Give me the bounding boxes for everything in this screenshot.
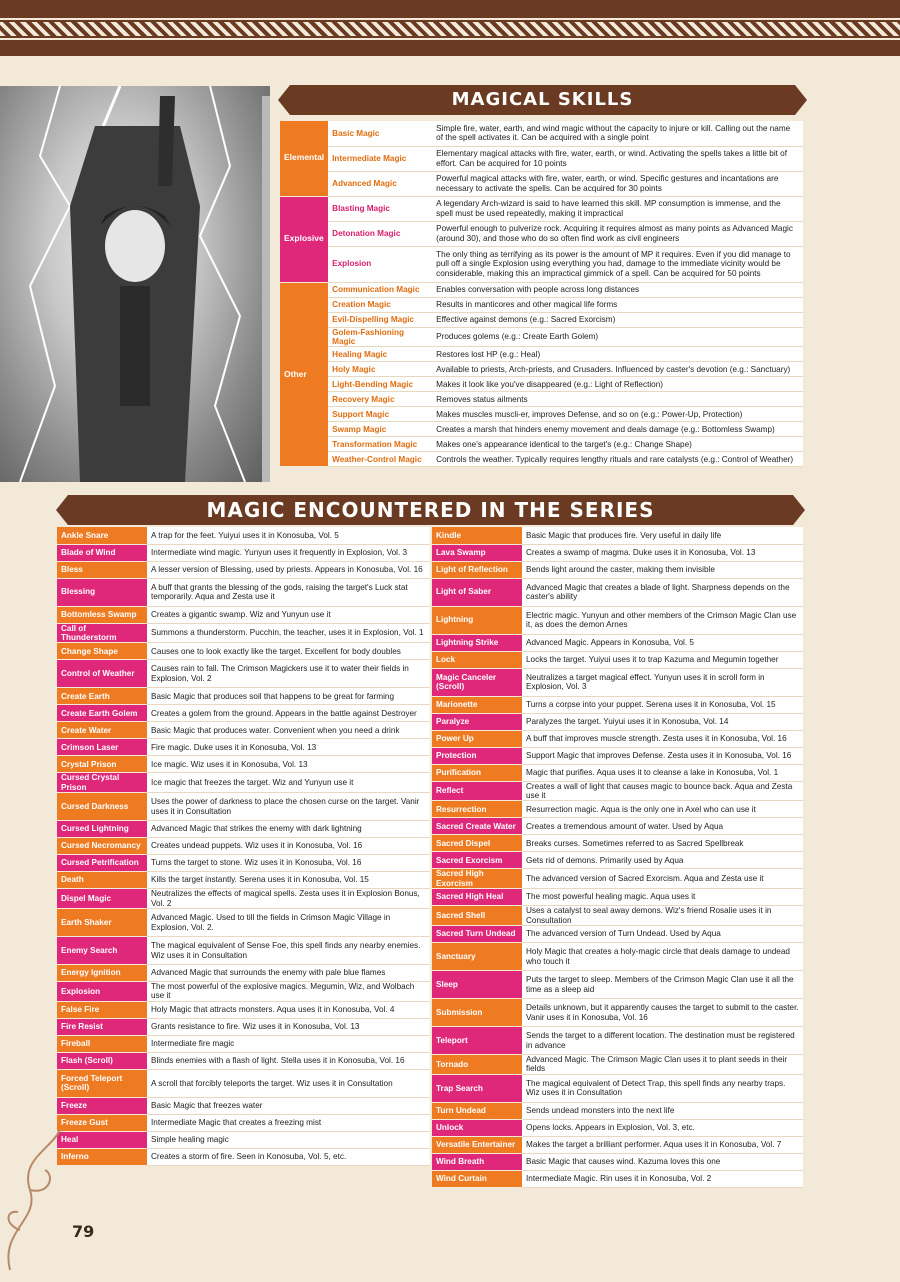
spell-row (57, 578, 430, 606)
spell-name: Cursed Crystal Prison (57, 773, 147, 793)
spell-row (432, 668, 803, 696)
spell-name: Freeze Gust (57, 1114, 147, 1131)
spell-name: Sacred Shell (432, 906, 522, 926)
decorative-swirl (0, 1120, 80, 1282)
spell-name: Forced Teleport (Scroll) (57, 1069, 147, 1097)
spell-description: Creates a tremendous amount of water. Used by Aqua (522, 818, 803, 835)
spell-row (57, 1069, 430, 1097)
skill-name: Detonation Magic (328, 221, 432, 246)
spell-name: Trap Search (432, 1074, 522, 1102)
spell-name: Sacred Dispel (432, 835, 522, 852)
spell-row (432, 527, 803, 544)
spell-name: Bless (57, 561, 147, 578)
spell-description: Advanced Magic. Used to till the fields in Crimson Magic Village in Explosion, Vol. 2. (147, 909, 430, 937)
skill-description: Enables conversation with people across long distances (432, 282, 803, 297)
spell-description: Advanced Magic. The Crimson Magic Clan uses it to plant seeds in their fields (522, 1055, 803, 1075)
spell-list-left (57, 527, 430, 1166)
spell-row (57, 1035, 430, 1052)
spell-row (57, 623, 430, 643)
spell-name: Tornado (432, 1055, 522, 1075)
spell-name: Lock (432, 651, 522, 668)
spell-description: Basic Magic that produces soil that happens to be great for farming (147, 688, 430, 705)
skill-description: Elementary magical attacks with fire, water, earth, or wind. Activating the spells takes a little bit of effort. Can be acquired for 10 points (432, 146, 803, 171)
spell-row (57, 1131, 430, 1148)
spell-description: The magical equivalent of Sense Foe, this spell finds any nearby enemies. Wiz uses it in Consultation (147, 937, 430, 965)
spell-name: Create Water (57, 722, 147, 739)
skill-description: A legendary Arch-wizard is said to have learned this skill. MP consumption is immense, and the spell must be used repeatedly, making it impractical (432, 196, 803, 221)
skill-name: Basic Magic (328, 121, 432, 146)
spell-name: Create Earth Golem (57, 705, 147, 722)
spell-description: Basic Magic that produces water. Convenient when you need a drink (147, 722, 430, 739)
page-number: 79 (72, 1222, 95, 1241)
spell-description: Basic Magic that produces fire. Very useful in daily life (522, 527, 803, 544)
spell-row (57, 793, 430, 821)
spell-description: Creates a wall of light that causes magic to bounce back. Aqua and Zesta use it (522, 781, 803, 801)
skill-row (280, 282, 803, 297)
spell-name: Explosion (57, 982, 147, 1002)
spell-name: Sacred Exorcism (432, 852, 522, 869)
skill-description: The only thing as terrifying as its power is the amount of MP it requires. Even if you did manage to pull off a single Explosion using everything you had, damage to the immediate vicinity would be considerable, making this an impractical gimmick of a spell. Can be acquired for 50 points (432, 246, 803, 282)
spell-description: A scroll that forcibly teleports the target. Wiz uses it in Consultation (147, 1069, 430, 1097)
skill-name: Evil-Dispelling Magic (328, 312, 432, 327)
spell-row (432, 818, 803, 835)
spell-list-right (432, 527, 803, 1188)
spell-name: Cursed Necromancy (57, 838, 147, 855)
spell-name: Lightning (432, 606, 522, 634)
skill-row (280, 171, 803, 196)
spell-description: Advanced Magic that strikes the enemy with dark lightning (147, 821, 430, 838)
skill-row (280, 392, 803, 407)
spell-row (57, 1148, 430, 1165)
spell-name: Purification (432, 764, 522, 781)
spell-name: Light of Reflection (432, 561, 522, 578)
spell-row (57, 606, 430, 623)
skill-row (280, 246, 803, 282)
spell-name: Versatile Entertainer (432, 1136, 522, 1153)
spell-name: Wind Breath (432, 1153, 522, 1170)
spell-name: Kindle (432, 527, 522, 544)
skill-row (280, 437, 803, 452)
spell-row (432, 747, 803, 764)
spell-name: Paralyze (432, 713, 522, 730)
spell-row (57, 688, 430, 705)
spell-row (57, 889, 430, 909)
spell-name: Lightning Strike (432, 634, 522, 651)
skill-description: Results in manticores and other magical life forms (432, 297, 803, 312)
skill-row (280, 146, 803, 171)
spell-name: Freeze (57, 1097, 147, 1114)
spell-row (432, 1153, 803, 1170)
spell-description: Ice magic. Wiz uses it in Konosuba, Vol. 13 (147, 756, 430, 773)
spell-description: Creates a gigantic swamp. Wiz and Yunyun use it (147, 606, 430, 623)
spell-description: Blinds enemies with a flash of light. Stella uses it in Konosuba, Vol. 16 (147, 1052, 430, 1069)
spell-name: Fireball (57, 1035, 147, 1052)
spell-description: Magic that purifies. Aqua uses it to cleanse a lake in Konosuba, Vol. 1 (522, 764, 803, 781)
spell-name: Cursed Lightning (57, 821, 147, 838)
spell-name: Lava Swamp (432, 544, 522, 561)
spell-name: Flash (Scroll) (57, 1052, 147, 1069)
spell-description: Breaks curses. Sometimes referred to as Sacred Spellbreak (522, 835, 803, 852)
spell-name: False Fire (57, 1001, 147, 1018)
skill-row (280, 312, 803, 327)
skill-row (280, 422, 803, 437)
skill-description: Available to priests, Arch-priests, and Crusaders. Influenced by caster's devotion (e.g.: Sanctuary) (432, 362, 803, 377)
spell-name: Light of Saber (432, 578, 522, 606)
skill-name: Transformation Magic (328, 437, 432, 452)
spell-row (432, 634, 803, 651)
spell-row (432, 801, 803, 818)
spell-name: Inferno (57, 1148, 147, 1165)
spell-description: Basic Magic that freezes water (147, 1097, 430, 1114)
spell-row (57, 643, 430, 660)
spell-name: Sanctuary (432, 943, 522, 971)
spell-row (432, 943, 803, 971)
spell-row (432, 1119, 803, 1136)
skill-name: Holy Magic (328, 362, 432, 377)
spell-name: Sacred Create Water (432, 818, 522, 835)
spell-description: Electric magic. Yunyun and other members of the Crimson Magic Clan use it, as does the demon Arnes (522, 606, 803, 634)
spell-description: Advanced Magic. Appears in Konosuba, Vol. 5 (522, 634, 803, 651)
spell-row (432, 1055, 803, 1075)
spell-name: Teleport (432, 1027, 522, 1055)
spell-description: A lesser version of Blessing, used by priests. Appears in Konosuba, Vol. 16 (147, 561, 430, 578)
spell-row (57, 872, 430, 889)
skill-name: Healing Magic (328, 347, 432, 362)
decorative-top-border (0, 0, 900, 56)
spell-description: The magical equivalent of Detect Trap, this spell finds any nearby traps. Wiz uses it in Consultation (522, 1074, 803, 1102)
spell-description: Intermediate fire magic (147, 1035, 430, 1052)
spell-name: Crystal Prison (57, 756, 147, 773)
spell-description: Turns a corpse into your puppet. Serena uses it in Konosuba, Vol. 15 (522, 696, 803, 713)
skill-name: Golem-Fashioning Magic (328, 327, 432, 347)
skill-description: Powerful magical attacks with fire, water, earth, or wind. Specific gestures and incantations are necessary to activate the spells. Can be acquired for 30 points (432, 171, 803, 196)
spell-name: Blessing (57, 578, 147, 606)
skill-row (280, 297, 803, 312)
spell-description: Advanced Magic that creates a blade of light. Sharpness depends on the caster's ability (522, 578, 803, 606)
spell-description: Holy Magic that attracts monsters. Aqua uses it in Konosuba, Vol. 4 (147, 1001, 430, 1018)
spell-description: A trap for the feet. Yuiyui uses it in Konosuba, Vol. 5 (147, 527, 430, 544)
spell-name: Create Earth (57, 688, 147, 705)
spell-description: Turns the target to stone. Wiz uses it in Konosuba, Vol. 16 (147, 855, 430, 872)
spell-description: Simple healing magic (147, 1131, 430, 1148)
skill-description: Removes status ailments (432, 392, 803, 407)
skill-description: Simple fire, water, earth, and wind magic without the capacity to injure or kill. Calling out the name of the spell activates it. Can be acquired with a single point (432, 121, 803, 146)
spell-row (432, 1102, 803, 1119)
spell-row (57, 773, 430, 793)
character-illustration (0, 86, 270, 482)
skill-row (280, 347, 803, 362)
spell-description: Details unknown, but it apparently causes the target to submit to the caster. Vanir uses it in Konosuba, Vol. 16 (522, 999, 803, 1027)
spell-description: A buff that improves muscle strength. Zesta uses it in Konosuba, Vol. 16 (522, 730, 803, 747)
spell-row (57, 1114, 430, 1131)
spell-row (57, 527, 430, 544)
spell-name: Sacred Turn Undead (432, 926, 522, 943)
spell-description: Uses a catalyst to seal away demons. Wiz's friend Rosalie uses it in Consultation (522, 906, 803, 926)
spell-description: Intermediate wind magic. Yunyun uses it frequently in Explosion, Vol. 3 (147, 544, 430, 561)
spell-row (432, 869, 803, 889)
skill-row (280, 221, 803, 246)
skill-description: Creates a marsh that hinders enemy movement and deals damage (e.g.: Bottomless Swamp) (432, 422, 803, 437)
spell-description: The advanced version of Turn Undead. Used by Aqua (522, 926, 803, 943)
spell-row (432, 606, 803, 634)
spell-row (432, 906, 803, 926)
spell-name: Sacred High Exorcism (432, 869, 522, 889)
spell-name: Turn Undead (432, 1102, 522, 1119)
spell-row (57, 909, 430, 937)
skill-description: Makes one's appearance identical to the target's (e.g.: Change Shape) (432, 437, 803, 452)
skill-name: Blasting Magic (328, 196, 432, 221)
spell-name: Bottomless Swamp (57, 606, 147, 623)
spell-row (432, 1136, 803, 1153)
spell-row (57, 965, 430, 982)
spell-description: Causes one to look exactly like the target. Excellent for body doubles (147, 643, 430, 660)
spell-row (57, 739, 430, 756)
spell-description: Opens locks. Appears in Explosion, Vol. 3, etc. (522, 1119, 803, 1136)
spell-description: Neutralizes the effects of magical spells. Zesta uses it in Explosion Bonus, Vol. 2 (147, 889, 430, 909)
skill-description: Powerful enough to pulverize rock. Acquiring it requires almost as many points as Advanced Magic (around 30), and those who do so often find work as civil engineers (432, 221, 803, 246)
spell-description: Summons a thunderstorm. Pucchin, the teacher, uses it in Explosion, Vol. 1 (147, 623, 430, 643)
spell-name: Resurrection (432, 801, 522, 818)
spell-row (57, 705, 430, 722)
spell-row (57, 1097, 430, 1114)
spell-row (57, 756, 430, 773)
spell-name: Reflect (432, 781, 522, 801)
spell-name: Magic Canceler (Scroll) (432, 668, 522, 696)
spell-row (57, 838, 430, 855)
spell-row (432, 764, 803, 781)
spell-description: Grants resistance to fire. Wiz uses it in Konosuba, Vol. 13 (147, 1018, 430, 1035)
spell-name: Enemy Search (57, 937, 147, 965)
spell-description: Basic Magic that causes wind. Kazuma loves this one (522, 1153, 803, 1170)
spell-description: The advanced version of Sacred Exorcism. Aqua and Zesta use it (522, 869, 803, 889)
spell-row (432, 999, 803, 1027)
skill-description: Makes it look like you've disappeared (e.g.: Light of Reflection) (432, 377, 803, 392)
spell-row (432, 544, 803, 561)
spell-description: Kills the target instantly. Serena uses it in Konosuba, Vol. 15 (147, 872, 430, 889)
spell-row (432, 835, 803, 852)
spell-description: Ice magic that freezes the target. Wiz and Yunyun use it (147, 773, 430, 793)
spell-row (57, 982, 430, 1002)
skill-name: Support Magic (328, 407, 432, 422)
spell-row (432, 1170, 803, 1187)
spell-row (432, 730, 803, 747)
spell-row (57, 561, 430, 578)
spell-name: Unlock (432, 1119, 522, 1136)
spell-row (57, 722, 430, 739)
spell-row (432, 926, 803, 943)
spell-row (57, 855, 430, 872)
spell-row (432, 561, 803, 578)
spell-name: Call of Thunderstorm (57, 623, 147, 643)
skill-row (280, 196, 803, 221)
spell-description: Creates undead puppets. Wiz uses it in Konosuba, Vol. 16 (147, 838, 430, 855)
skill-row (280, 362, 803, 377)
spell-description: Uses the power of darkness to place the chosen curse on the target. Vanir uses it in Consultation (147, 793, 430, 821)
magical-skills-table (280, 121, 803, 467)
spell-name: Wind Curtain (432, 1170, 522, 1187)
spell-name: Protection (432, 747, 522, 764)
spell-row (57, 1018, 430, 1035)
skill-row (280, 407, 803, 422)
spell-description: Makes the target a brilliant performer. Aqua uses it in Konosuba, Vol. 7 (522, 1136, 803, 1153)
skill-description: Effective against demons (e.g.: Sacred Exorcism) (432, 312, 803, 327)
spell-name: Ankle Snare (57, 527, 147, 544)
spell-name: Marionette (432, 696, 522, 713)
spell-description: Holy Magic that creates a holy-magic circle that deals damage to undead who touch it (522, 943, 803, 971)
spell-description: Gets rid of demons. Primarily used by Aqua (522, 852, 803, 869)
spell-name: Change Shape (57, 643, 147, 660)
spell-row (57, 660, 430, 688)
skill-name: Light-Bending Magic (328, 377, 432, 392)
spell-description: Intermediate Magic. Rin uses it in Konosuba, Vol. 2 (522, 1170, 803, 1187)
spell-row (432, 578, 803, 606)
skill-name: Communication Magic (328, 282, 432, 297)
spell-row (432, 651, 803, 668)
spell-name: Cursed Petrification (57, 855, 147, 872)
spell-description: A buff that grants the blessing of the gods, raising the target's Luck stat temporarily. Aqua and Zesta use it (147, 578, 430, 606)
spell-description: Resurrection magic. Aqua is the only one in Axel who can use it (522, 801, 803, 818)
spell-row (57, 1052, 430, 1069)
spell-description: The most powerful of the explosive magics. Megumin, Wiz, and Wolbach use it (147, 982, 430, 1002)
magical-skills-title: MAGICAL SKILLS (290, 85, 795, 115)
skill-row (280, 121, 803, 146)
spell-description: The most powerful healing magic. Aqua uses it (522, 889, 803, 906)
skill-name: Intermediate Magic (328, 146, 432, 171)
spell-row (57, 544, 430, 561)
skill-name: Explosion (328, 246, 432, 282)
spell-row (57, 821, 430, 838)
spell-name: Control of Weather (57, 660, 147, 688)
spell-name: Cursed Darkness (57, 793, 147, 821)
spell-row (432, 781, 803, 801)
spell-name: Death (57, 872, 147, 889)
magic-encountered-title: MAGIC ENCOUNTERED IN THE SERIES (68, 495, 793, 525)
skill-description: Produces golems (e.g.: Create Earth Golem) (432, 327, 803, 347)
spell-name: Dispel Magic (57, 889, 147, 909)
spell-row (57, 1001, 430, 1018)
skill-name: Advanced Magic (328, 171, 432, 196)
spell-name: Submission (432, 999, 522, 1027)
spell-row (432, 696, 803, 713)
spell-row (432, 713, 803, 730)
skill-row (280, 327, 803, 347)
spell-description: Fire magic. Duke uses it in Konosuba, Vol. 13 (147, 739, 430, 756)
spell-row (432, 852, 803, 869)
skill-name: Creation Magic (328, 297, 432, 312)
spell-description: Causes rain to fall. The Crimson Magickers use it to water their fields in Explosion, Vol. 2 (147, 660, 430, 688)
spell-description: Support Magic that improves Defense. Zesta uses it in Konosuba, Vol. 16 (522, 747, 803, 764)
spell-description: Creates a storm of fire. Seen in Konosuba, Vol. 5, etc. (147, 1148, 430, 1165)
skill-row (280, 452, 803, 467)
skill-description: Controls the weather. Typically requires lengthy rituals and rare catalysts (e.g.: Control of Weather) (432, 452, 803, 467)
skill-description: Makes muscles muscli-er, improves Defense, and so on (e.g.: Power-Up, Protection) (432, 407, 803, 422)
skill-name: Weather-Control Magic (328, 452, 432, 467)
skill-category: Explosive (280, 196, 328, 282)
spell-row (432, 889, 803, 906)
spell-name: Sleep (432, 971, 522, 999)
spell-description: Locks the target. Yuiyui uses it to trap Kazuma and Megumin together (522, 651, 803, 668)
spell-row (432, 971, 803, 999)
skill-category: Other (280, 282, 328, 467)
spell-name: Sacred High Heal (432, 889, 522, 906)
spell-description: Puts the target to sleep. Members of the Crimson Magic Clan use it all the time as a sleep aid (522, 971, 803, 999)
spell-description: Advanced Magic that surrounds the enemy with pale blue flames (147, 965, 430, 982)
spell-row (57, 937, 430, 965)
skill-name: Swamp Magic (328, 422, 432, 437)
spell-description: Creates a golem from the ground. Appears in the battle against Destroyer (147, 705, 430, 722)
spell-name: Blade of Wind (57, 544, 147, 561)
spell-description: Creates a swamp of magma. Duke uses it in Konosuba, Vol. 13 (522, 544, 803, 561)
spell-description: Bends light around the caster, making them invisible (522, 561, 803, 578)
spell-description: Paralyzes the target. Yuiyui uses it in Konosuba, Vol. 14 (522, 713, 803, 730)
skill-name: Recovery Magic (328, 392, 432, 407)
spell-name: Power Up (432, 730, 522, 747)
spell-description: Sends undead monsters into the next life (522, 1102, 803, 1119)
skill-category: Elemental (280, 121, 328, 196)
spell-name: Heal (57, 1131, 147, 1148)
spell-name: Earth Shaker (57, 909, 147, 937)
skill-description: Restores lost HP (e.g.: Heal) (432, 347, 803, 362)
spell-description: Intermediate Magic that creates a freezing mist (147, 1114, 430, 1131)
spell-row (432, 1027, 803, 1055)
spell-description: Neutralizes a target magical effect. Yunyun uses it in scroll form in Explosion, Vol. 3 (522, 668, 803, 696)
spell-name: Energy Ignition (57, 965, 147, 982)
spell-description: Sends the target to a different location. The destination must be registered in advance (522, 1027, 803, 1055)
spell-name: Crimson Laser (57, 739, 147, 756)
skill-row (280, 377, 803, 392)
spell-name: Fire Resist (57, 1018, 147, 1035)
spell-row (432, 1074, 803, 1102)
